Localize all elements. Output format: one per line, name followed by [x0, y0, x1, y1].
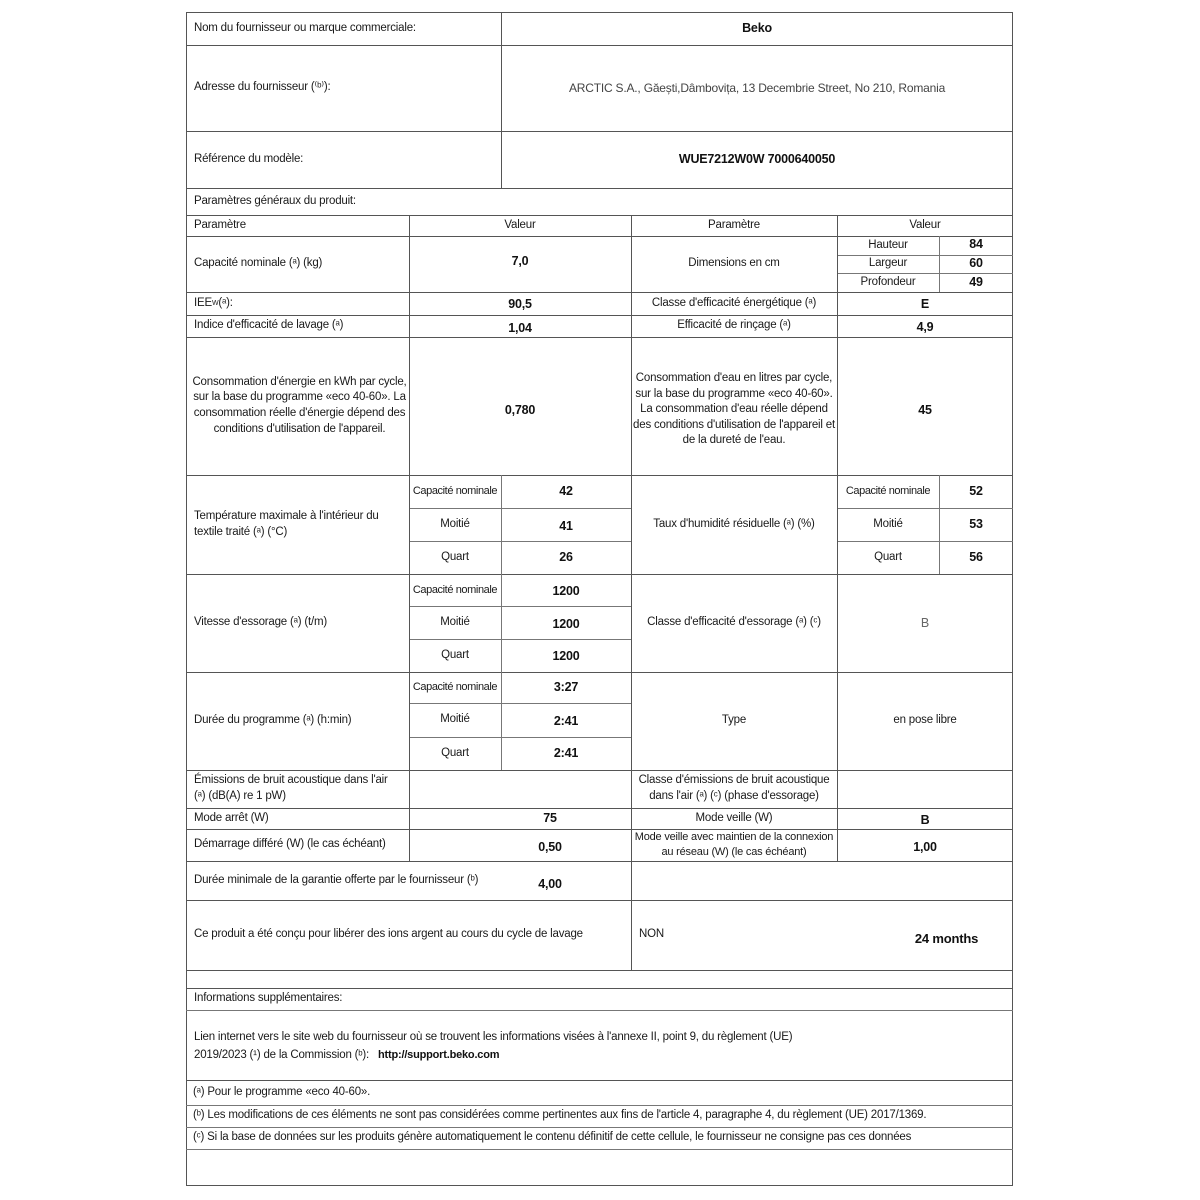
warranty-label: Durée minimale de la garantie offerte par le fournisseur (ᵇ)	[194, 873, 479, 886]
model-value: WUE7212W0W 7000640050	[678, 152, 836, 167]
programme-duration-rated: 3:27	[553, 680, 579, 695]
spin-class-label: Classe d'efficacité d'essorage (ᵃ) (ᶜ)	[647, 616, 821, 629]
depth-label: Profondeur	[860, 275, 916, 288]
silver-ions-value: NON	[639, 928, 664, 941]
residual-moisture-quarter: 56	[969, 550, 983, 565]
max-temperature-quarter: 26	[559, 550, 573, 565]
energy-consumption-value: 0,780	[504, 402, 536, 417]
additional-info-text	[194, 1028, 1004, 1064]
footnote-a: (ᵃ) Pour le programme «eco 40-60».	[193, 1085, 371, 1098]
section-title-general: Paramètres généraux du produit:	[194, 194, 356, 207]
sub-label-rated: Capacité nominale	[845, 485, 931, 498]
column-header-parameter: Paramètre	[194, 218, 246, 231]
eei-label-subscript: W	[211, 299, 219, 307]
networked-standby-value: 1,00	[913, 839, 937, 854]
standby-value: B	[920, 813, 930, 828]
residual-moisture-half: 53	[969, 517, 983, 532]
supplier-label: Nom du fournisseur ou marque commerciale:	[194, 21, 416, 34]
standby-label: Mode veille (W)	[695, 811, 773, 824]
address-label: Adresse du fournisseur (⁽ᵇ⁾):	[194, 81, 331, 94]
eei-value: 90,5	[508, 297, 532, 312]
additional-info-line-2	[194, 1046, 1004, 1064]
capacity-value: 7,0	[511, 253, 529, 268]
spin-speed-quarter: 1200	[552, 648, 580, 663]
spin-speed-label: Vitesse d'essorage (ᵃ) (t/m)	[194, 616, 327, 629]
water-consumption-label: Consommation d'eau en litres par cycle, sur la base du programme «eco 40-60». La consommation d'eau réelle dépend des conditions d'utilisation de l'appareil et de la dureté de l'eau.	[633, 372, 835, 447]
max-temperature-half: 41	[559, 518, 573, 533]
footnote-b: (ᵇ) Les modifications de ces éléments ne sont pas considérées comme pertinentes aux fins de l'article 4, paragraphe 4, du règlement (UE) 2017/1369.	[193, 1109, 927, 1122]
depth-value: 49	[969, 275, 983, 290]
sub-label-half: Moitié	[440, 517, 470, 530]
silver-ions-label: Ce produit a été conçu pour libérer des ions argent au cours du cycle de lavage	[194, 928, 583, 941]
sub-label-rated: Capacité nominale	[412, 681, 498, 694]
sub-label-half: Moitié	[440, 713, 470, 726]
max-temperature-rated: 42	[559, 484, 573, 499]
max-temperature-label: Température maximale à l'intérieur du textile traité (ᵃ) (°C)	[194, 509, 379, 538]
washing-index-label: Indice d'efficacité de lavage (ᵃ)	[194, 319, 344, 332]
divider	[186, 1149, 1013, 1150]
divider	[186, 1010, 1013, 1011]
sub-label-quarter: Quart	[441, 746, 469, 759]
sub-label-half: Moitié	[440, 615, 470, 628]
sub-label-quarter: Quart	[441, 648, 469, 661]
noise-emission-value	[409, 770, 631, 808]
energy-consumption-label: Consommation d'énergie en kWh par cycle, sur la base du programme «eco 40-60». La consommation réelle d'énergie dépend des conditions d'utilisation de l'appareil.	[192, 375, 407, 435]
column-header-parameter: Paramètre	[708, 218, 760, 231]
sub-label-quarter: Quart	[874, 550, 902, 563]
spin-class-value: B	[920, 615, 930, 630]
additional-info-line-1: Lien internet vers le site web du fournisseur où se trouvent les informations visées à l'annexe II, point 9, du règlement (UE)	[194, 1031, 793, 1043]
networked-standby-label: Mode veille avec maintien de la connexion au réseau (W) (le cas échéant)	[634, 831, 834, 858]
eei-label	[186, 292, 409, 315]
off-mode-label: Mode arrêt (W)	[194, 811, 269, 824]
noise-class-value	[837, 770, 1013, 808]
column-header-value: Valeur	[504, 218, 536, 231]
programme-duration-quarter: 2:41	[553, 746, 579, 761]
water-consumption-value: 45	[918, 402, 932, 417]
height-value: 84	[969, 237, 983, 252]
width-label: Largeur	[868, 257, 908, 270]
dimensions-label: Dimensions en cm	[688, 257, 780, 270]
energy-class-value: E	[920, 297, 930, 312]
warranty-months-value: 24 months	[914, 931, 979, 947]
spin-speed-rated: 1200	[552, 583, 580, 598]
residual-moisture-label: Taux d'humidité résiduelle (ᵃ) (%)	[653, 517, 815, 530]
delay-start-label: Démarrage différé (W) (le cas échéant)	[194, 838, 386, 851]
residual-moisture-rated: 52	[969, 484, 983, 499]
model-label: Référence du modèle:	[194, 152, 304, 165]
eei-label-suffix: (ᵃ):	[218, 296, 233, 309]
spin-speed-half: 1200	[552, 616, 580, 631]
address-value: ARCTIC S.A., Găești,Dâmbovița, 13 Decembrie Street, No 210, Romania	[568, 80, 946, 95]
sub-label-rated: Capacité nominale	[412, 485, 498, 498]
footnote-c: (ᶜ) Si la base de données sur les produits génère automatiquement le contenu définitif de cette cellule, le fournisseur ne consigne pas ces données	[193, 1131, 912, 1144]
sub-label-half: Moitié	[873, 517, 903, 530]
programme-duration-half: 2:41	[553, 713, 579, 728]
rinsing-label: Efficacité de rinçage (ᵃ)	[677, 319, 791, 332]
noise-class-label: Classe d'émissions de bruit acoustique dans l'air (ᵃ) (ᶜ) (phase d'essorage)	[638, 774, 830, 802]
supplier-value: Beko	[742, 21, 772, 36]
capacity-label: Capacité nominale (ᵃ) (kg)	[194, 257, 323, 270]
height-label: Hauteur	[868, 238, 908, 251]
washing-index-value: 1,04	[508, 320, 532, 335]
sub-label-rated: Capacité nominale	[412, 583, 498, 596]
supplier-website-link[interactable]: http://support.beko.com	[378, 1049, 500, 1061]
type-label: Type	[721, 714, 747, 727]
additional-info-line-2-text: 2019/2023 (¹) de la Commission (ᵇ):	[194, 1049, 370, 1061]
warranty-value: 4,00	[538, 876, 562, 891]
off-mode-value: 75	[543, 811, 557, 826]
column-header-value: Valeur	[909, 218, 941, 231]
additional-info-title: Informations supplémentaires:	[194, 992, 343, 1005]
programme-duration-label: Durée du programme (ᵃ) (h:min)	[194, 714, 352, 727]
width-value: 60	[969, 256, 983, 271]
delay-start-value: 0,50	[538, 839, 562, 854]
energy-class-label: Classe d'efficacité énergétique (ᵃ)	[651, 296, 817, 309]
noise-emission-label: Émissions de bruit acoustique dans l'air (ᵃ) (dB(A) re 1 pW)	[194, 774, 388, 802]
rinsing-value: 4,9	[916, 319, 934, 334]
eei-label-text: IEE	[194, 296, 212, 309]
type-value: en pose libre	[893, 714, 957, 727]
sub-label-quarter: Quart	[441, 550, 469, 563]
